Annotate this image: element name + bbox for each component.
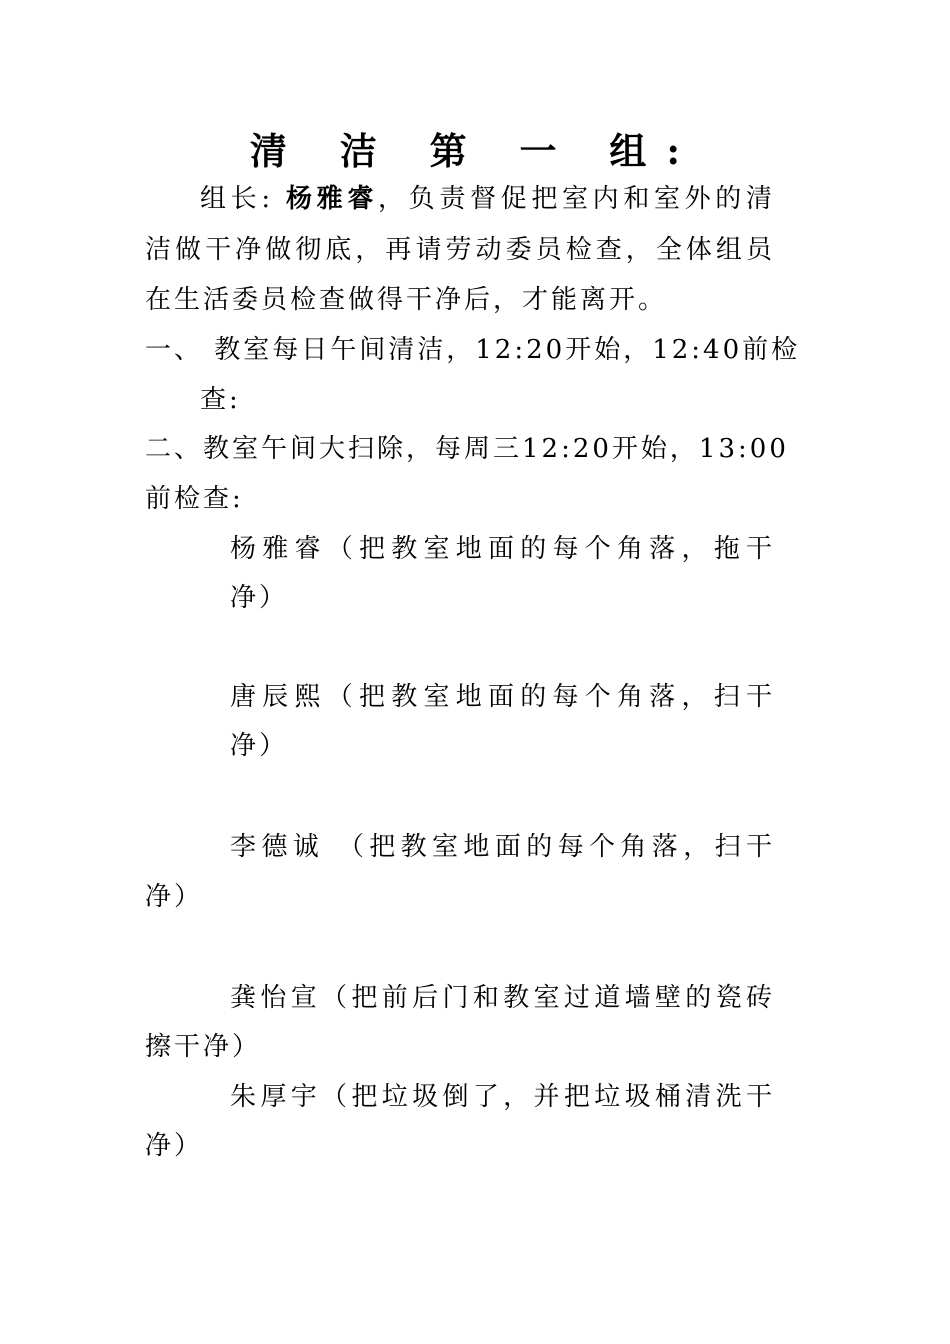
leader-name: 杨雅睿 xyxy=(286,184,379,214)
leader-label: 组长: xyxy=(200,184,287,214)
duty-li: 李德诚 （把教室地面的每个角落，扫干 xyxy=(230,832,775,862)
schedule-item-2: 二、教室午间大扫除，每周三12:20开始，13:00 xyxy=(145,434,789,464)
intro-line-3: 在生活委员检查做得干净后，才能离开。 xyxy=(145,285,668,315)
duty-zhu-cont: 净） xyxy=(145,1131,204,1161)
duty-yang: 杨雅睿（把教室地面的每个角落，拖干 xyxy=(230,534,775,564)
duty-tang-cont: 净） xyxy=(230,731,289,761)
duty-li-cont: 净） xyxy=(145,882,204,912)
duty-tang: 唐辰熙（把教室地面的每个角落，扫干 xyxy=(230,682,775,712)
page-title: 清 洁 第 一 组: xyxy=(249,129,701,173)
schedule-item-2-cont: 前检查: xyxy=(145,484,244,514)
schedule-item-1-cont: 查: xyxy=(200,385,241,415)
intro-line-2: 洁做干净做彻底，再请劳动委员检查，全体组员 xyxy=(145,235,775,265)
duty-yang-cont: 净） xyxy=(230,583,289,613)
schedule-item-1: 一、 教室每日午间清洁，12:20开始，12:40前检 xyxy=(145,335,801,365)
duty-gong-cont: 擦干净） xyxy=(145,1032,262,1062)
intro-line-1-rest: ，负责督促把室内和室外的清 xyxy=(378,184,775,214)
duty-zhu: 朱厚宇（把垃圾倒了，并把垃圾桶清洗干 xyxy=(230,1082,775,1112)
duty-gong: 龚怡宣（把前后门和教室过道墙壁的瓷砖 xyxy=(230,983,775,1013)
intro-line-1 xyxy=(200,182,775,216)
